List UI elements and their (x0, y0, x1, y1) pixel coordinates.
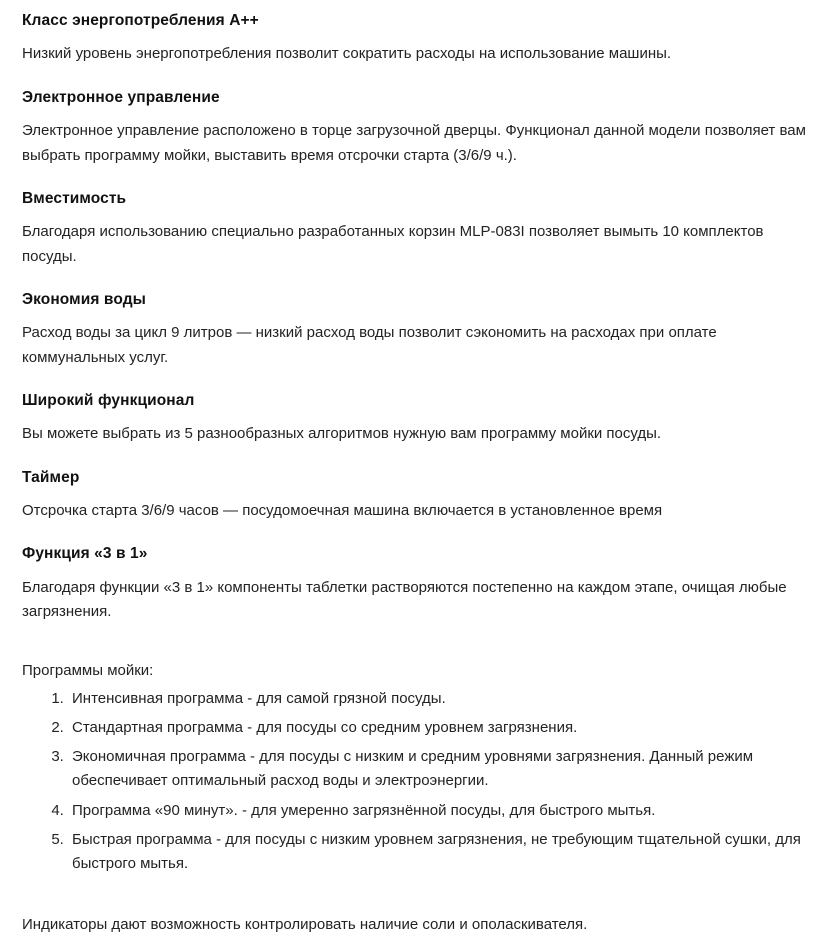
section-timer (22, 467, 810, 524)
section-heading: Электронное управление (22, 88, 220, 106)
section-electronic-control (22, 87, 810, 168)
list-item: 1. Интенсивная программа - для самой грязной посуды. (68, 687, 810, 711)
section-water-saving (22, 289, 810, 370)
programs-list (22, 687, 810, 877)
section-wide-functionality (22, 390, 810, 447)
section-text: Отсрочка старта 3/6/9 часов — посудомоечная машина включается в установленное время (22, 502, 663, 520)
section-three-in-one (22, 543, 810, 624)
section-text: Электронное управление расположено в торце загрузочной дверцы. Функционал данной модели позволяет вам выбрать программу мойки, выставить время отсрочки старта (3/6/9 ч.). (22, 122, 806, 164)
section-heading: Таймер (22, 468, 80, 486)
section-text: Благодаря функции «3 в 1» компоненты таблетки растворяются постепенно на каждом этапе, очищая любые загрязнения. (22, 578, 787, 621)
section-energy-class (22, 10, 810, 67)
list-item: 2. Стандартная программа - для посуды со средним уровнем загрязнения. (68, 716, 810, 740)
section-heading: Экономия воды (22, 290, 146, 308)
section-text: Расход воды за цикл 9 литров — низкий расход воды позволит сэкономить на расходах при оплате коммунальных услуг. (22, 324, 717, 366)
programs-intro: Программы мойки: (22, 661, 154, 679)
list-item: 3. Экономичная программа - для посуды с низким и средним уровнями загрязнения. Данный режим обеспечивает оптимальный расход воды и электроэнергии. (68, 745, 810, 794)
closing-text: Индикаторы дают возможность контролировать наличие соли и ополаскивателя. (22, 915, 588, 933)
section-heading: Широкий функционал (22, 391, 195, 409)
list-item: 5. Быстрая программа - для посуды с низким уровнем загрязнения, не требующим тщательной сушки, для быстрого мытья. (68, 828, 810, 877)
section-text: Низкий уровень энергопотребления позволит сократить расходы на использование машины. (22, 45, 672, 63)
section-capacity (22, 188, 810, 269)
list-item: 4. Программа «90 минут». - для умеренно загрязнённой посуды, для быстрого мытья. (68, 799, 810, 823)
section-heading: Вместимость (22, 189, 127, 207)
section-heading: Класс энергопотребления A++ (22, 12, 259, 29)
section-text: Вы можете выбрать из 5 разнообразных алгоритмов нужную вам программу мойки посуды. (22, 425, 662, 443)
section-heading: Функция «3 в 1» (22, 545, 148, 563)
section-text: Благодаря использованию специально разработанных корзин MLP-083I позволяет вымыть 10 комплектов посуды. (22, 223, 764, 265)
